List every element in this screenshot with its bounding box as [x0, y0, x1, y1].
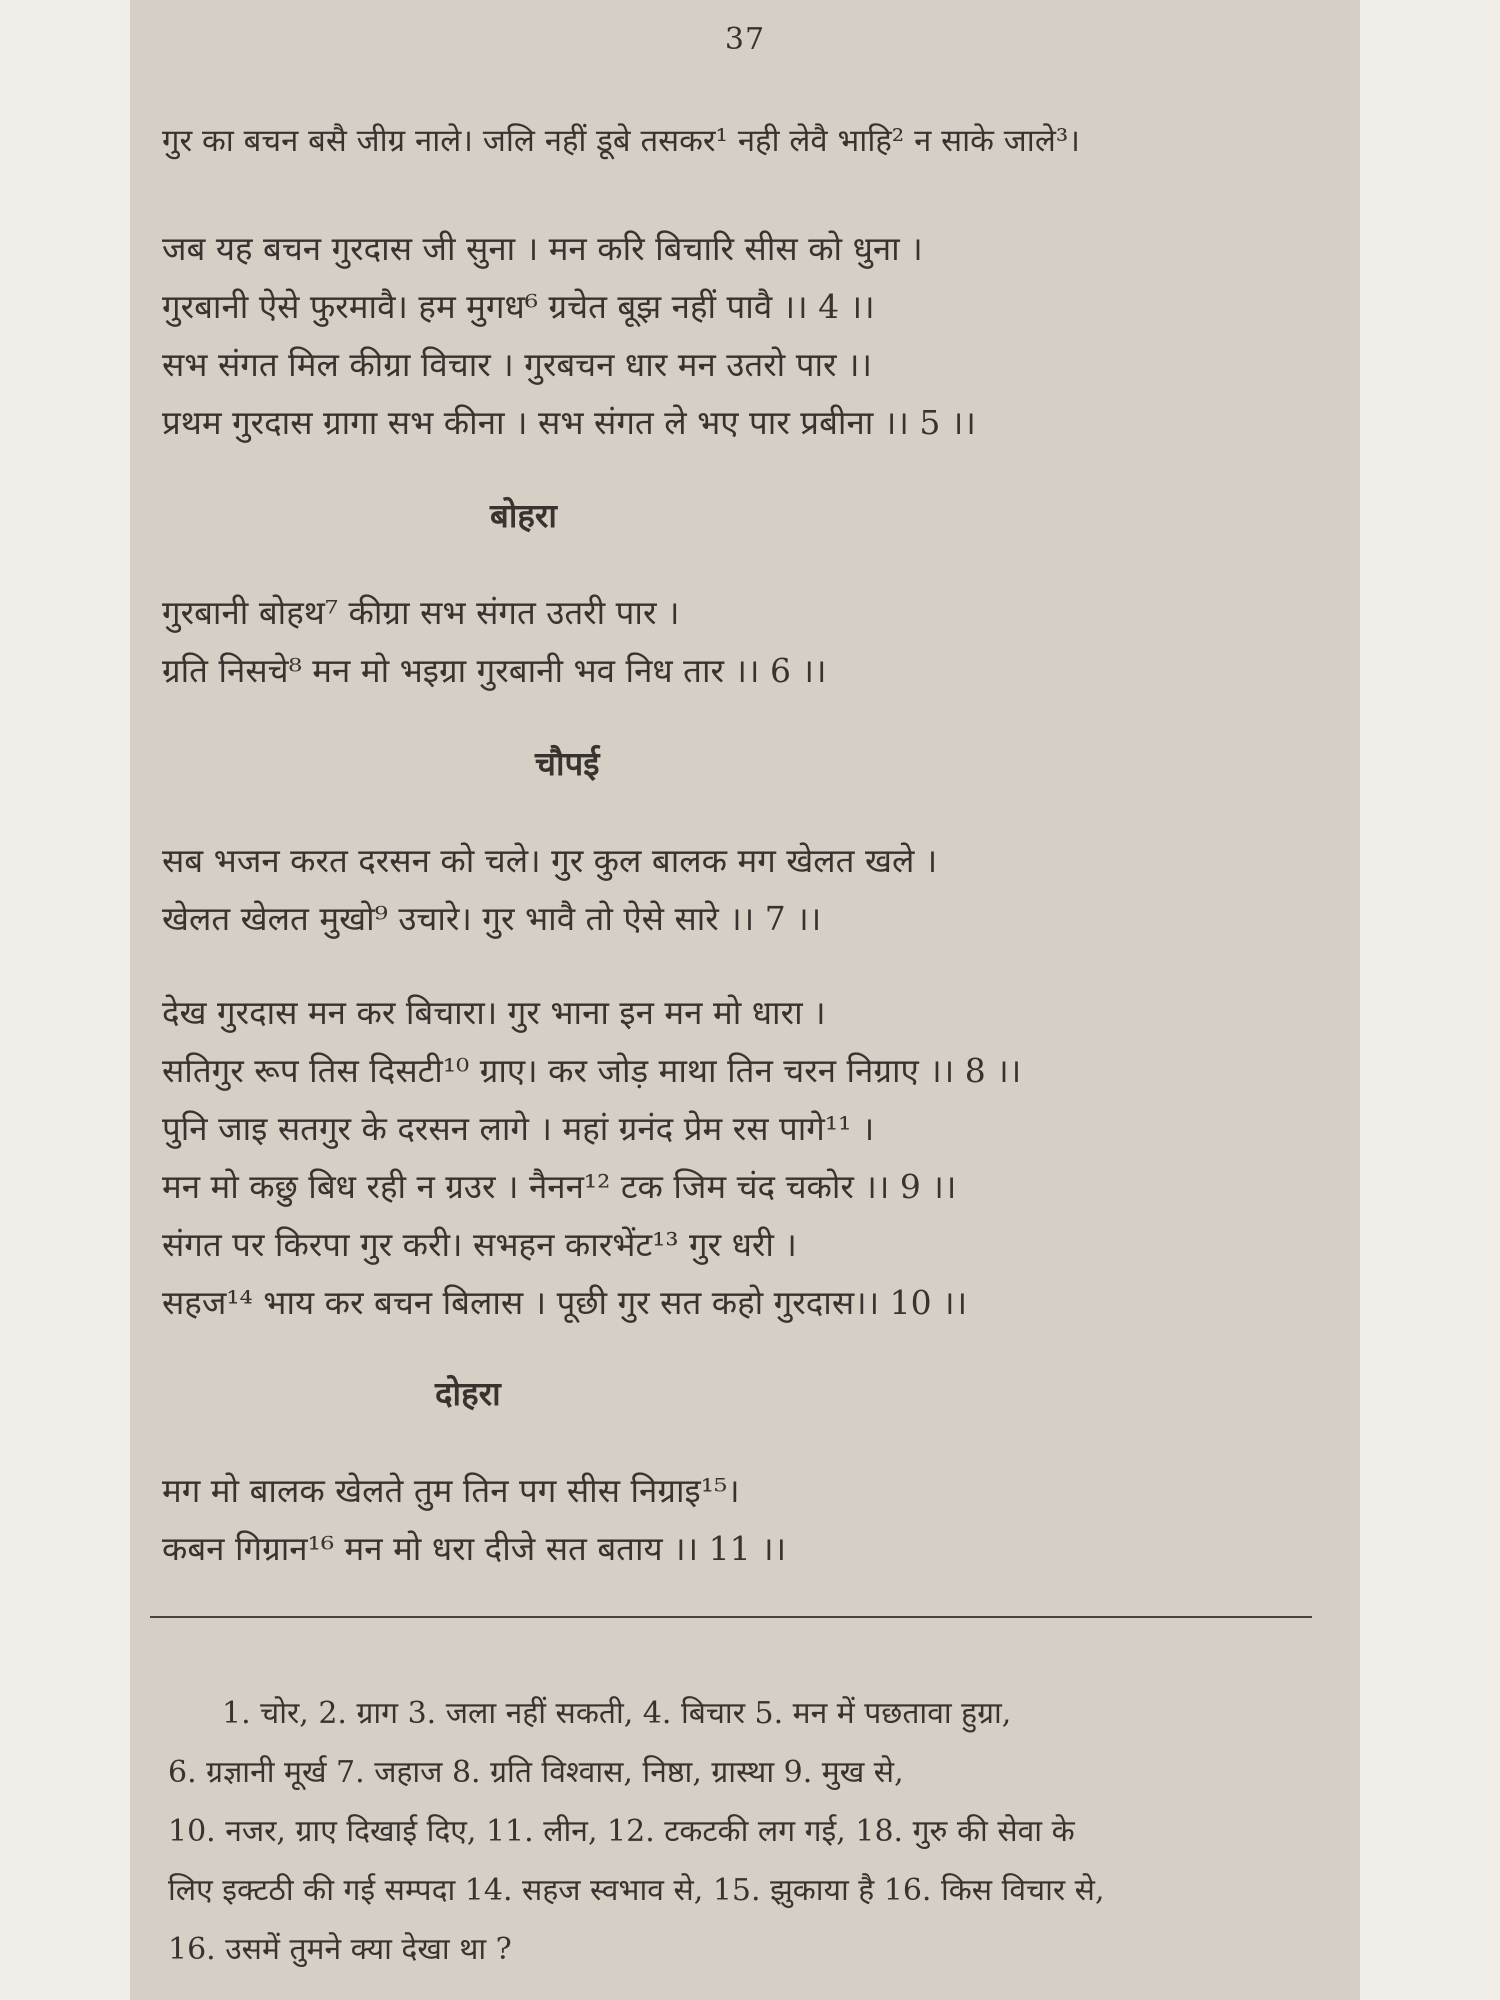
- verse-line: सतिगुर रूप तिस दिसटी¹⁰ ग्राए। कर जोड़ माथा तिन चरन निग्राए ।। 8 ।।: [162, 1051, 1022, 1090]
- verse-line: कबन गिग्रान¹⁶ मन मो धरा दीजे सत बताय ।। 11 ।।: [162, 1529, 787, 1568]
- footnote-line: 1. चोर, 2. ग्राग 3. जला नहीं सकती, 4. बिचार 5. मन में पछतावा हुग्रा,: [222, 1696, 1012, 1731]
- section-heading-dohra: दोहरा: [435, 1374, 501, 1413]
- verse-line: खेलत खेलत मुखो⁹ उचारे। गुर भावै तो ऐसे सारे ।। 7 ।।: [162, 899, 822, 938]
- verse-line: प्रथम गुरदास ग्रागा सभ कीना । सभ संगत ले भए पार प्रबीना ।। 5 ।।: [162, 403, 976, 442]
- footnote-line: 6. ग्रज्ञानी मूर्ख 7. जहाज 8. ग्रति विश्वास, निष्ठा, ग्रास्था 9. मुख से,: [168, 1755, 904, 1790]
- verse-line: ग्रति निसचे⁸ मन मो भइग्रा गुरबानी भव निध तार ।। 6 ।।: [162, 651, 827, 690]
- verse-line: गुरबानी बोहथ⁷ कीग्रा सभ संगत उतरी पार ।: [162, 593, 680, 632]
- verse-line: गुर का बचन बसै जीग्र नाले। जलि नहीं डूबे तसकर¹ नही लेवै भाहि² न साके जाले³।: [162, 123, 1081, 159]
- verse-line: देख गुरदास मन कर बिचारा। गुर भाना इन मन मो धारा ।: [162, 993, 826, 1032]
- chaupai-stanza-2a: [162, 832, 1340, 948]
- verse-line: सहज¹⁴ भाय कर बचन बिलास । पूछी गुर सत कहो गुरदास।। 10 ।।: [162, 1283, 968, 1322]
- footnote-line: 10. नजर, ग्राए दिखाई दिए, 11. लीन, 12. टकटकी लग गई, 18. गुरु की सेवा के: [168, 1814, 1075, 1849]
- book-page: [130, 0, 1360, 2000]
- verse-line: मग मो बालक खेलते तुम तिन पग सीस निग्राइ¹⁵।: [162, 1471, 740, 1510]
- chaupai-stanza-2b: [162, 984, 1340, 1332]
- verse-line: गुरबानी ऐसे फुरमावै। हम मुगध⁶ ग्रचेत बूझ नहीं पावै ।। 4 ।।: [162, 287, 875, 326]
- verse-line: सभ संगत मिल कीग्रा विचार । गुरबचन धार मन उतरो पार ।।: [162, 345, 873, 384]
- section-heading-chaupai: चौपई: [535, 744, 600, 783]
- verse-line: पुनि जाइ सतगुर के दरसन लागे । महां ग्रनंद प्रेम रस पागे¹¹ ।: [162, 1109, 875, 1148]
- verse-line: जब यह बचन गुरदास जी सुना । मन करि बिचारि सीस को धुना ।: [162, 229, 923, 268]
- footnote-divider: [150, 1616, 1312, 1618]
- verse-line: मन मो कछु बिध रही न ग्रउर । नैनन¹² टक जिम चंद चकोर ।। 9 ।।: [162, 1167, 957, 1206]
- page-number: 37: [724, 22, 766, 57]
- dohra-stanza-1: [162, 584, 1340, 700]
- dohra-stanza-2: [162, 1462, 1340, 1578]
- opening-verse: [162, 112, 1340, 170]
- verse-line: संगत पर किरपा गुर करी। सभहन कारभेंट¹³ गुर धरी ।: [162, 1225, 797, 1264]
- footnotes: [168, 1684, 1338, 1979]
- footnote-line: लिए इक्टठी की गई सम्पदा 14. सहज स्वभाव से, 15. झुकाया है 16. किस विचार से,: [168, 1873, 1105, 1908]
- verse-line: सब भजन करत दरसन को चले। गुर कुल बालक मग खेलत खले ।: [162, 841, 938, 880]
- footnote-line: 16. उसमें तुमने क्या देखा था ?: [168, 1932, 512, 1967]
- chaupai-stanza-1: [162, 220, 1340, 452]
- section-heading-dohra: बोहरा: [490, 496, 557, 535]
